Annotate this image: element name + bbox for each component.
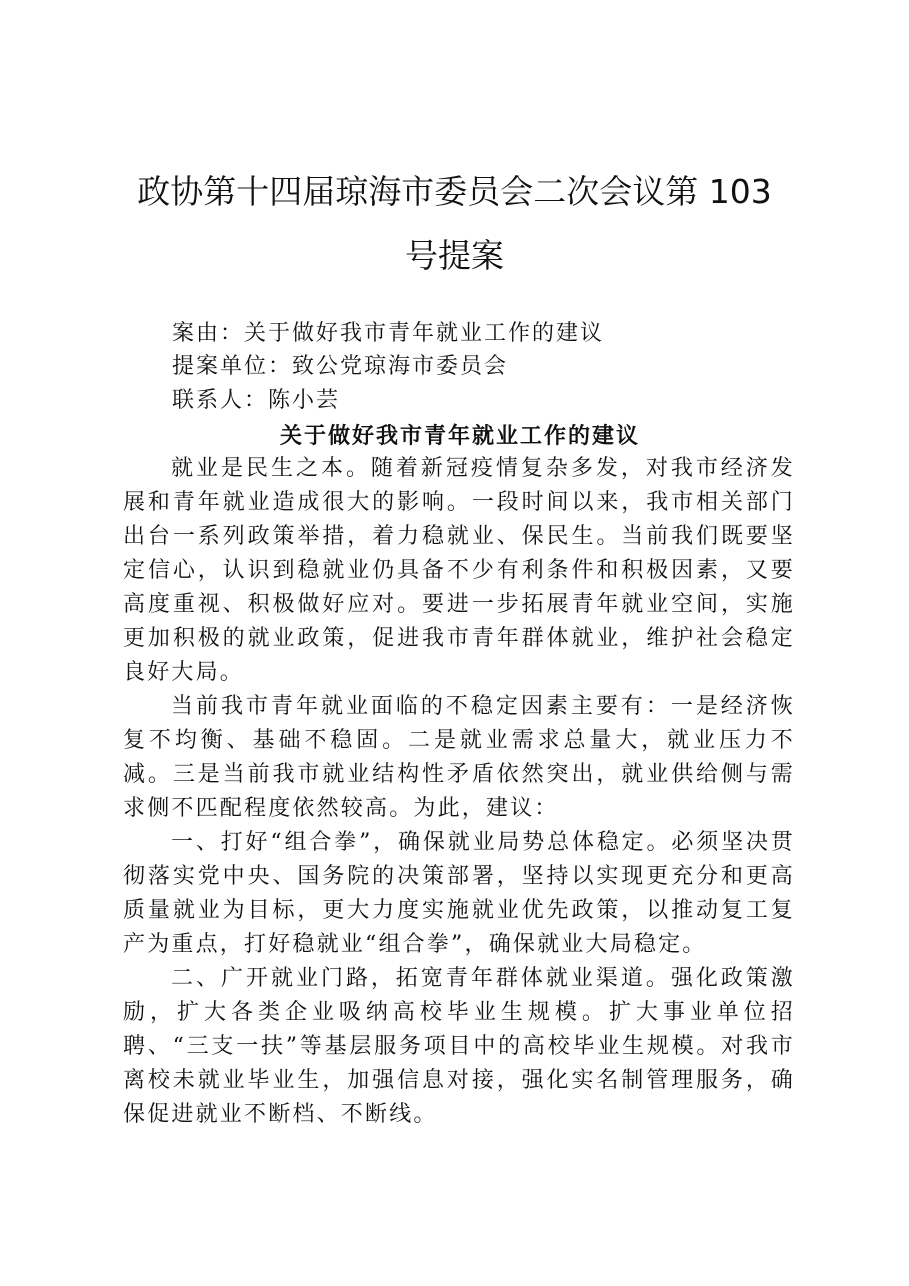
paragraph-intro: 就业是民生之本。随着新冠疫情复杂多发，对我市经济发展和青年就业造成很大的影响。一段时间以来，我市相关部门出台一系列政策举措，着力稳就业、保民生。当前我们既要坚定信心，认识到稳就业仍具备不少有利条件和积极因素，又要高度重视、积极做好应对。要进一步拓展青年就业空间，实施更加积极的就业政策，促进我市青年群体就业，维护社会稳定良好大局。 <box>123 456 795 685</box>
proposal-subtitle: 关于做好我市青年就业工作的建议 <box>279 423 640 449</box>
proposal-contact: 联系人：陈小芸 <box>172 388 341 413</box>
document-title <box>120 160 789 288</box>
proposal-body <box>123 452 795 1132</box>
proposal-reason: 案由：关于做好我市青年就业工作的建议 <box>172 321 605 346</box>
paragraph-suggestion-1: 一、打好“组合拳”，确保就业局势总体稳定。必须坚决贯彻落实党中央、国务院的决策部署，坚持以实现更充分和更高质量就业为目标，更大力度实施就业优先政策，以推动复工复产为重点，打好稳就业“组合拳”，确保就业大局稳定。 <box>123 830 795 957</box>
title-line-1: 政协第十四届琼海市委员会二次会议第 103 <box>137 172 772 211</box>
title-line-2: 号提案 <box>405 236 504 275</box>
paragraph-suggestion-2: 二、广开就业门路，拓宽青年群体就业渠道。强化政策激励，扩大各类企业吸纳高校毕业生规模。扩大事业单位招聘、“三支一扶”等基层服务项目中的高校毕业生规模。对我市离校未就业毕业生，加强信息对接，强化实名制管理服务，确保促进就业不断档、不断线。 <box>123 966 795 1127</box>
proposal-unit: 提案单位：致公党琼海市委员会 <box>172 354 509 379</box>
paragraph-factors: 当前我市青年就业面临的不稳定因素主要有：一是经济恢复不均衡、基础不稳固。二是就业需求总量大，就业压力不减。三是当前我市就业结构性矛盾依然突出，就业供给侧与需求侧不匹配程度依然较高。为此，建议： <box>123 694 795 821</box>
